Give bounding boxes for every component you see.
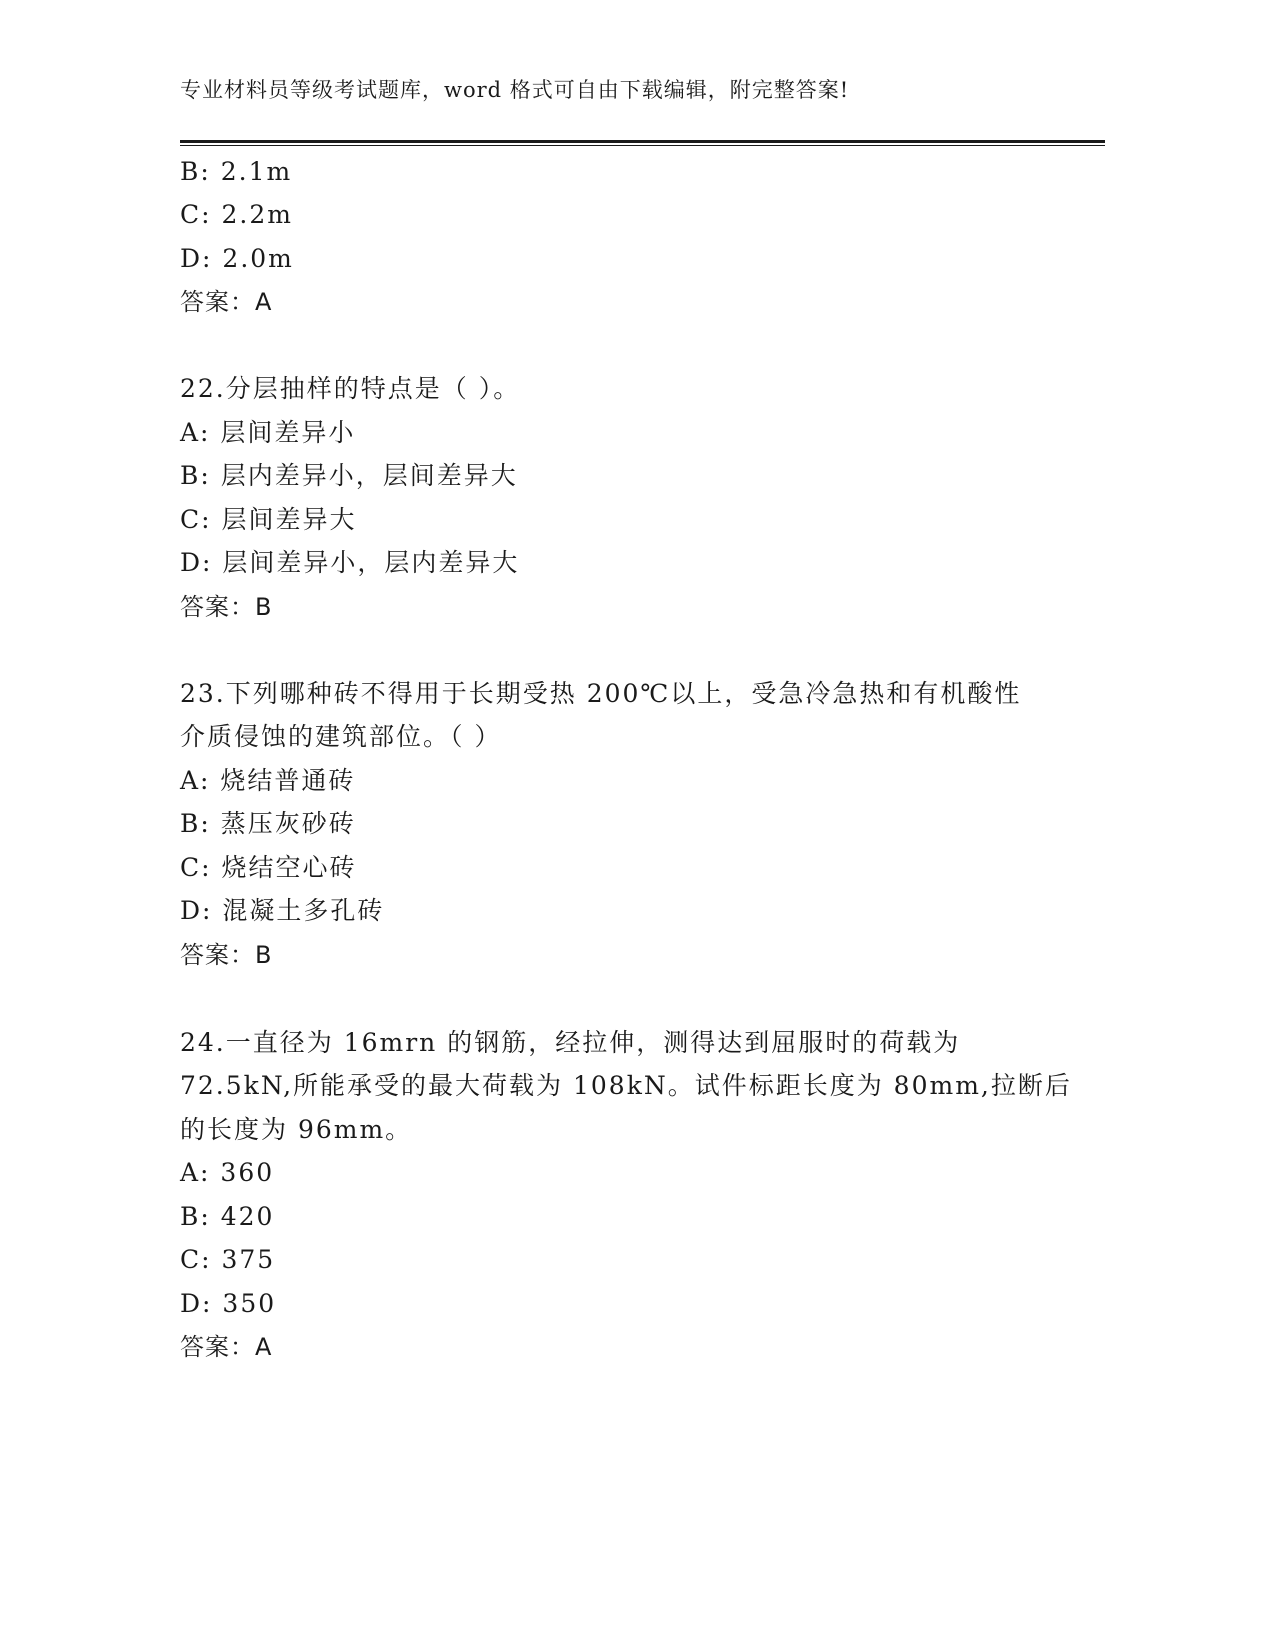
option-d: D: 350 [180,1289,277,1318]
option-a: A: 层间差异小 [180,418,356,447]
page-header: 专业材料员等级考试题库，word 格式可自由下载编辑，附完整答案! [180,78,850,102]
option-b: B: 420 [180,1202,275,1231]
option-d: D: 2.0m [180,244,294,273]
option-b: B: 层内差异小，层间差异大 [180,461,518,490]
answer-line: 答案：B [180,593,273,621]
option-c: C: 烧结空心砖 [180,853,357,882]
option-b: B: 2.1m [180,157,293,186]
question-24-stem-line-1: 24.一直径为 16mrn 的钢筋，经拉伸，测得达到屈服时的荷载为 [180,1028,961,1057]
option-c: C: 2.2m [180,200,293,229]
option-a: A: 烧结普通砖 [180,766,356,795]
question-24-stem-line-3: 的长度为 96mm。 [180,1115,413,1144]
question-22-stem: 22.分层抽样的特点是（ ）。 [180,374,521,403]
option-a: A: 360 [180,1158,275,1187]
question-24-stem-line-2: 72.5kN,所能承受的最大荷载为 108kN。试件标距长度为 80mm,拉断后 [180,1071,1072,1100]
option-d: D: 层间差异小，层内差异大 [180,548,520,577]
question-23-stem-line-1: 23.下列哪种砖不得用于长期受热 200℃以上，受急冷急热和有机酸性 [180,679,1022,708]
answer-line: 答案：A [180,288,273,316]
option-b: B: 蒸压灰砂砖 [180,809,356,838]
divider-thin-line [180,145,1105,146]
answer-line: 答案：B [180,941,273,969]
option-d: D: 混凝土多孔砖 [180,896,385,925]
option-c: C: 层间差异大 [180,505,357,534]
answer-line: 答案：A [180,1333,273,1361]
divider-thick-line [180,140,1105,143]
question-23-stem-line-2: 介质侵蚀的建筑部位。（ ） [180,722,502,751]
header-divider [180,140,1105,145]
option-c: C: 375 [180,1245,276,1274]
